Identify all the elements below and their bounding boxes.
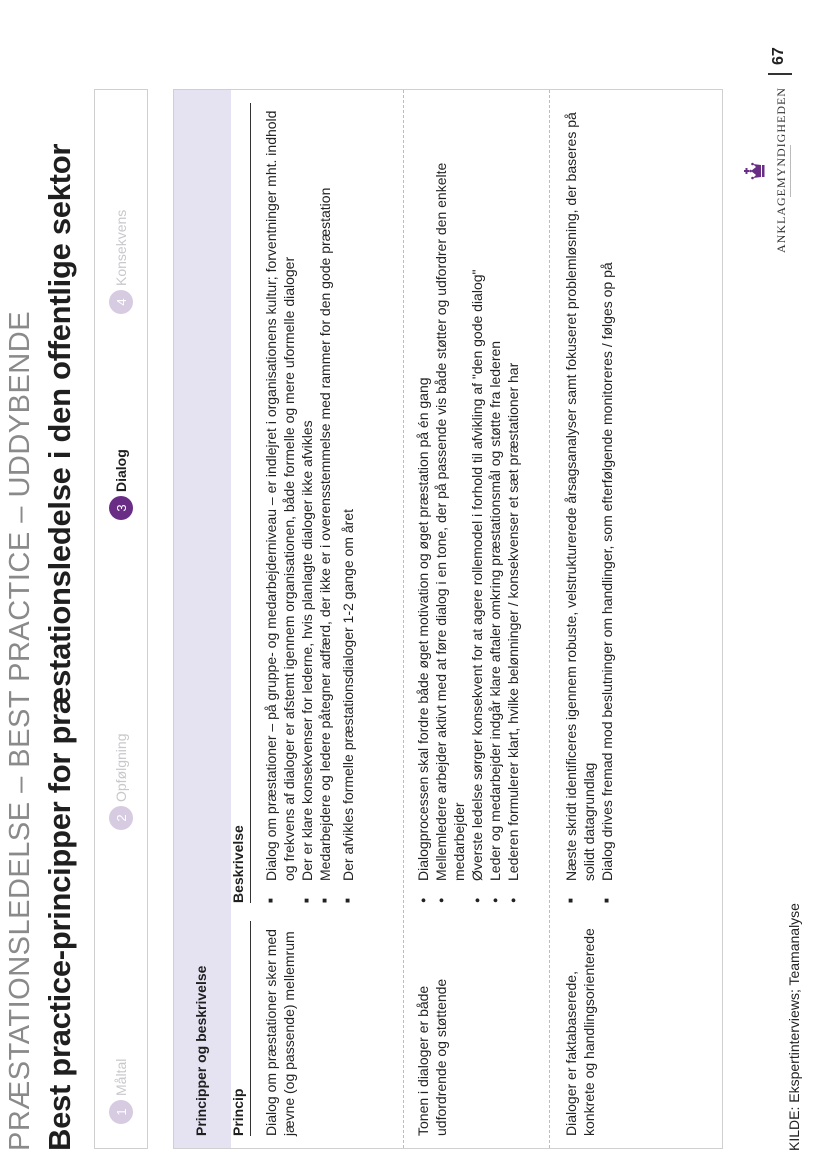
description-list [562, 103, 616, 903]
step-number-badge: 3 [109, 496, 133, 520]
crown-icon [744, 161, 768, 181]
list-item: ● Leder og medarbejder indgår klare aftaler omkring præstationsmål og støtte fra lederen [486, 103, 504, 903]
step-label: Måltal [113, 1058, 129, 1096]
row-divider [549, 90, 550, 1148]
panel-header [174, 90, 231, 1148]
page-number-divider [768, 73, 792, 75]
principle-text: Dialog om præstationer sker med jævne (og passende) mellemrum [263, 929, 297, 1136]
list-item: ● Lederen formulerer klart, hvilke belønninger / konsekvenser et sæt præstationer har [504, 103, 522, 903]
principle-text: Dialoger er faktabaserede, konkrete og handlingsorienterede [563, 928, 597, 1136]
step-number-badge: 1 [109, 1100, 133, 1124]
step-label: Opfølgning [113, 733, 129, 802]
page-number: 67 [770, 47, 787, 65]
list-item: ■ Næste skridt identificeres igennem robuste, velstrukturerede årsagsanalyser samt fokuseret problemløsning, der baseres på solidt datagrundlag [562, 103, 598, 903]
step-number-badge: 4 [109, 290, 133, 314]
process-stepper [94, 89, 148, 1149]
row-divider [403, 90, 404, 1148]
principles-panel [173, 89, 723, 1149]
column-rule [250, 921, 251, 1136]
step-number-badge: 2 [109, 806, 133, 830]
step-konsekvens[interactable] [108, 210, 134, 314]
principle-text: Tonen i dialoger er både udfordrende og støttende [415, 978, 449, 1136]
logo-underline [790, 145, 791, 197]
section-kicker: PRÆSTATIONSLEDELSE – BEST PRACTICE – UDDYBENDE [4, 310, 36, 1151]
column-rule [250, 103, 251, 903]
list-item: ■ Der afvikles formelle præstationsdialoger 1-2 gange om året [339, 103, 357, 903]
column-header-description: Beskrivelse [230, 825, 246, 903]
list-item: ■ Dialog om præstationer – på gruppe- og medarbejderniveau – er indlejret i organisationens kultur; forventninger mht. indhold og frekvens af dialoger er afstemt igennem organisationen, både formelle og mere uformelle dialoger [262, 103, 298, 903]
page-title: Best practice-principper for præstationsledelse i den offentlige sektor [42, 143, 77, 1151]
list-item: ■ Dialog drives fremad mod beslutninger om handlinger, som efterfølgende monitoreres / følges op på [598, 103, 616, 903]
step-opfoelgning[interactable] [108, 734, 134, 830]
step-label: Dialog [113, 449, 129, 492]
organization-logo [742, 85, 802, 255]
list-item: ● Mellemledere arbejder aktivt med at føre dialog i en tone, der på passende vis både støtter og udfordrer den enkelte medarbejder [432, 103, 468, 903]
description-list [414, 103, 522, 903]
list-item: ■ Medarbejdere og ledere påtegner adfærd, der ikke er i overensstemmelse med rammer for den gode præstation [316, 103, 334, 903]
logo-wordmark: ANKLAGEMYNDIGHEDEN [774, 87, 788, 253]
step-dialog[interactable] [108, 449, 134, 520]
panel-title: Principper og beskrivelse [193, 965, 209, 1136]
column-header-principle: Princip [230, 1088, 246, 1136]
source-note: KILDE: Ekspertinterviews; Teamanalyse [786, 903, 802, 1151]
list-item: ● Dialogprocessen skal fordre både øget motivation og øget præstation på én gang [414, 103, 432, 903]
step-label: Konsekvens [113, 209, 129, 286]
list-item: ● Øverste ledelse sørger konsekvent for at agere rollemodel i forhold til afvikling af "den gode dialog" [468, 103, 486, 903]
description-list [262, 103, 357, 903]
list-item: ■ Der er klare konsekvenser for lederne, hvis planlagte dialoger ikke afvikles [298, 103, 316, 903]
step-maaltal[interactable] [108, 1059, 134, 1124]
